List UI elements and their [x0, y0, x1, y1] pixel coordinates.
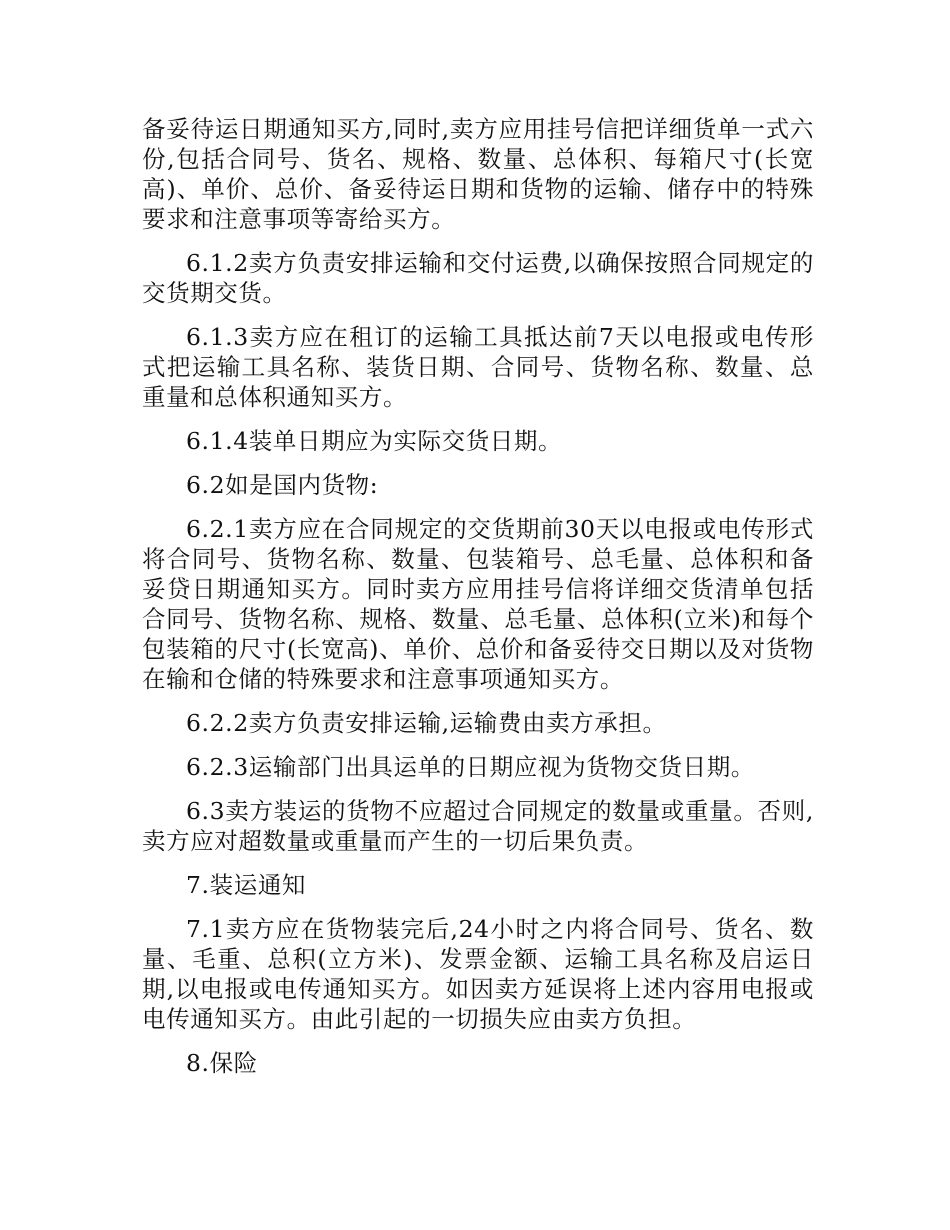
paragraph-6-2-3: 6.2.3运输部门出具运单的日期应视为货物交货日期。 — [186, 753, 755, 781]
paragraph-6-1-3: 6.1.3卖方应在租订的运输工具抵达前7天以电报或电传形式把运输工具名称、装货日期、合同号、货物名称、数量、总重量和总体积通知买方。 — [142, 323, 814, 411]
paragraph-6-1-2: 6.1.2卖方负责安排运输和交付运费,以确保按照合同规定的交货期交货。 — [142, 249, 814, 307]
document-body — [142, 114, 814, 1092]
section-heading-8: 8.保险 — [186, 1049, 258, 1077]
paragraph-6-2: 6.2如是国内货物: — [186, 471, 379, 499]
paragraph-6-2-2: 6.2.2卖方负责安排运输,运输费由卖方承担。 — [186, 709, 667, 737]
paragraph-6-1-4: 6.1.4装单日期应为实际交货日期。 — [186, 427, 563, 455]
section-heading-7: 7.装运通知 — [186, 871, 307, 899]
paragraph-continuation: 备妥待运日期通知买方,同时,卖方应用挂号信把详细货单一式六份,包括合同号、货名、规格、数量、总体积、每箱尺寸(长宽高)、单价、总价、备妥待运日期和货物的运输、储存中的特殊要求和注意事项等寄给买方。 — [142, 115, 814, 233]
paragraph-6-3: 6.3卖方装运的货物不应超过合同规定的数量或重量。否则,卖方应对超数量或重量而产生的一切后果负责。 — [142, 797, 814, 855]
paragraph-7-1: 7.1卖方应在货物装完后,24小时之内将合同号、货名、数量、毛重、总积(立方米)、发票金额、运输工具名称及启运日期,以电报或电传通知买方。如因卖方延误将上述内容用电报或电传通知买方。由此引起的一切损失应由卖方负担。 — [142, 915, 814, 1033]
paragraph-6-2-1: 6.2.1卖方应在合同规定的交货期前30天以电报或电传形式将合同号、货物名称、数量、包装箱号、总毛量、总体积和备妥贷日期通知买方。同时卖方应用挂号信将详细交货清单包括合同号、货物名称、规格、数量、总毛量、总体积(立米)和每个包装箱的尺寸(长宽高)、单价、总价和备妥待交日期以及对货物在输和仓储的特殊要求和注意事项通知买方。 — [142, 515, 814, 693]
